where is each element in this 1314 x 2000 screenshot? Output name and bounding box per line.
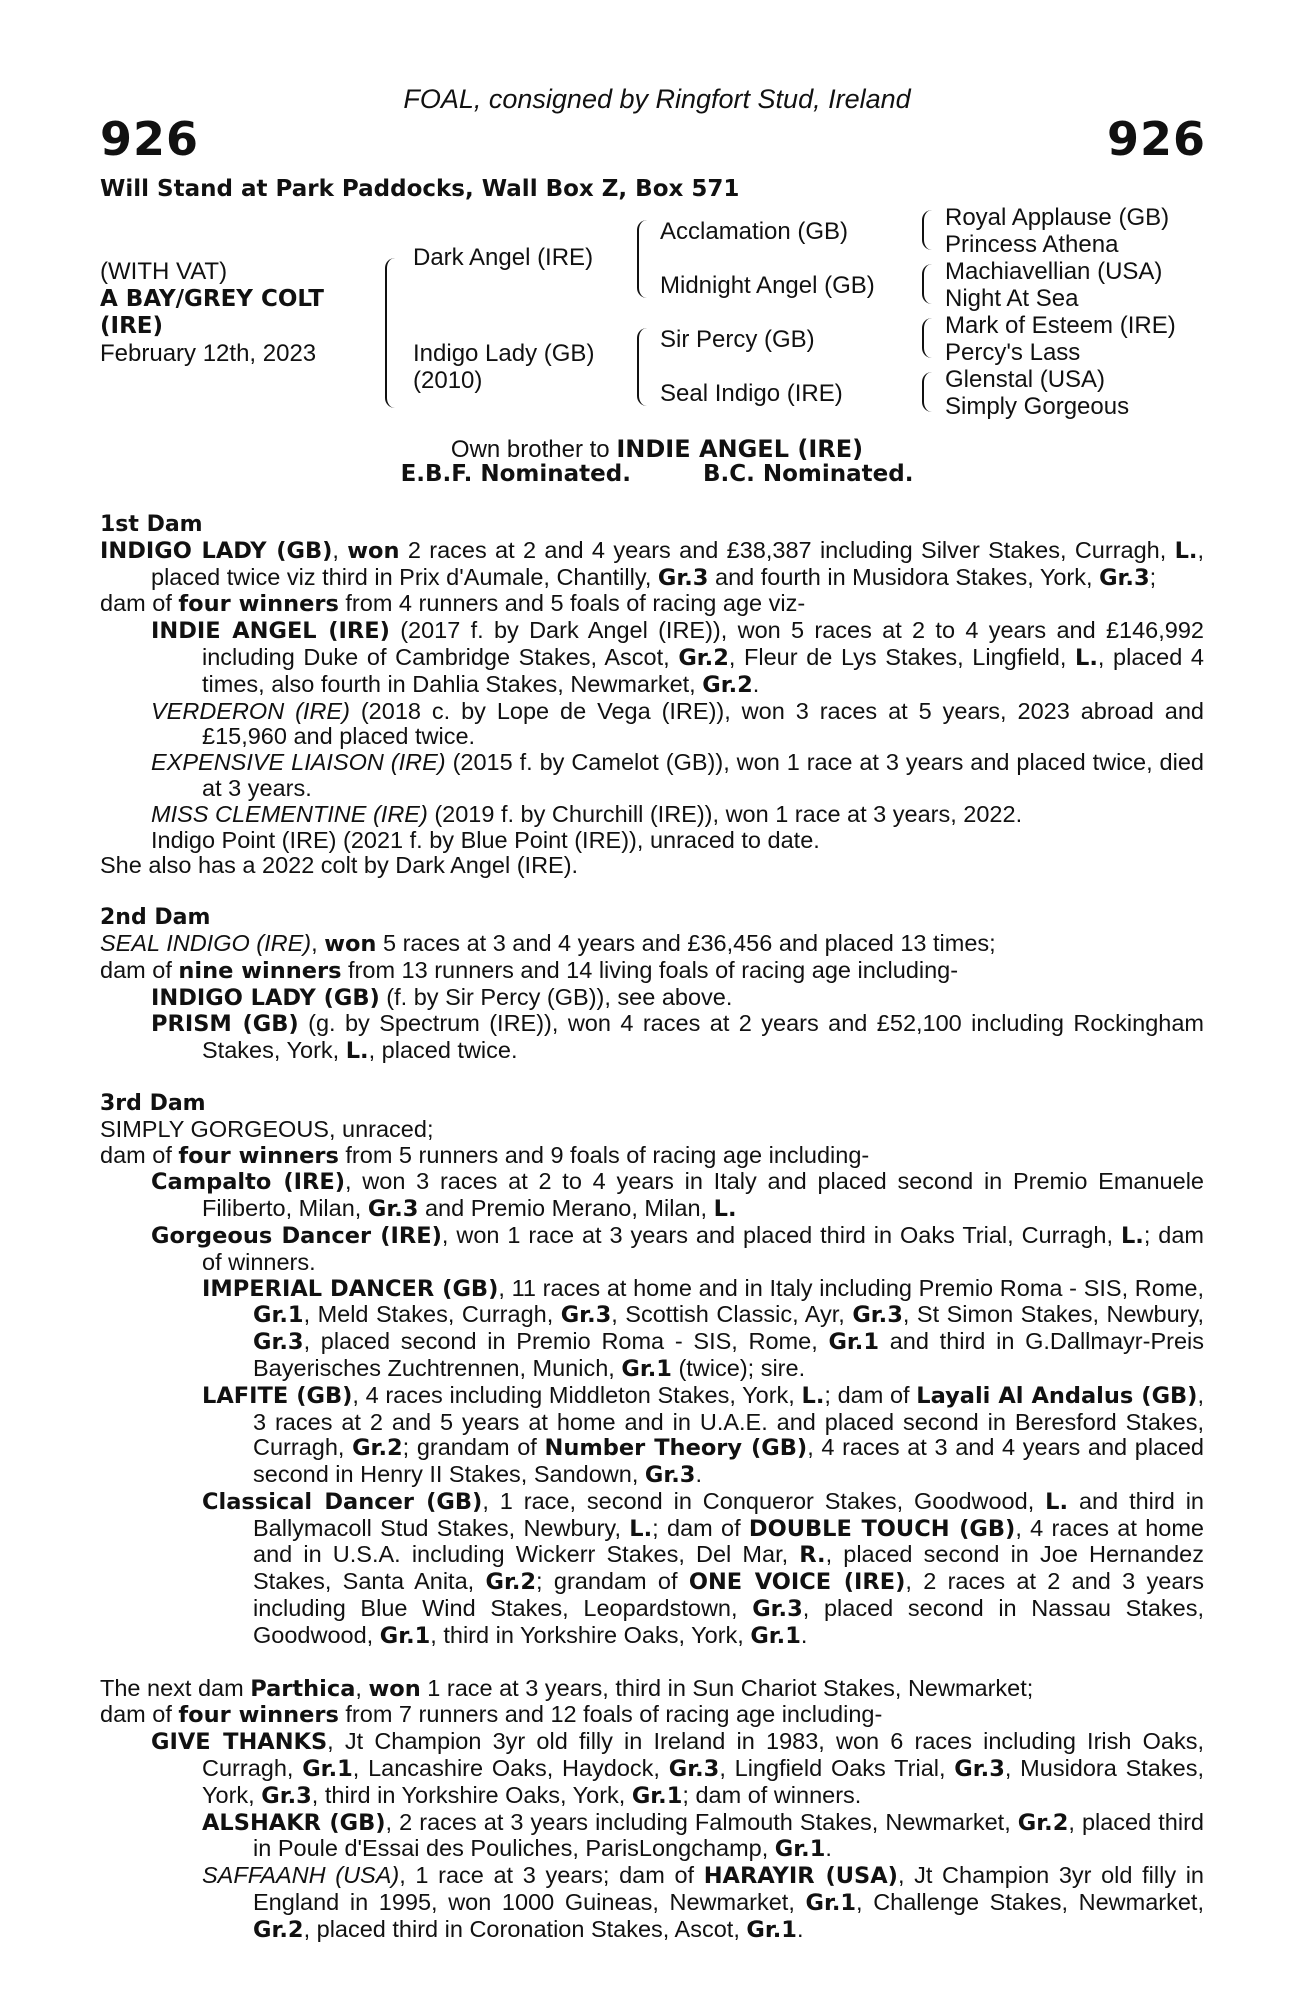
horse-name: SAFFAANH (USA) (202, 1862, 400, 1889)
pedigree-dam: Indigo Lady (GB) (413, 340, 595, 367)
produce-entry: SAFFAANH (USA), 1 race at 3 years; dam of HARAYIR (USA), Jt Champion 3yr old filly in England in 1995, won 1000 Guineas, Newmarket, Gr.1, Challenge Stakes, Newmarket, Gr.2, placed third in Coronation Stakes, Ascot, Gr.1. (202, 1862, 1205, 1943)
next-dam-summary: The next dam Parthica, won 1 race at 3 years, third in Sun Chariot Stakes, Newmarket; (100, 1674, 1034, 1702)
vat-note: (WITH VAT) (100, 258, 228, 285)
lot-number-left: 926 (100, 112, 200, 166)
pedigree-dam-sire: Sir Percy (GB) (660, 326, 815, 353)
horse-name: IMPERIAL DANCER (GB) (202, 1275, 499, 1302)
pedigree-brace (922, 264, 934, 304)
next-dam-produce-summary: dam of four winners from 7 runners and 12 foals of racing age including- (100, 1701, 883, 1729)
horse-name: ONE VOICE (IRE) (688, 1569, 906, 1596)
nominations (0, 461, 1314, 487)
pedigree-sire: Dark Angel (IRE) (413, 244, 594, 271)
horse-name: Layali Al Andalus (GB) (916, 1382, 1198, 1409)
horse-name: ALSHAKR (GB) (202, 1809, 386, 1836)
pedigree-sire-dam: Midnight Angel (GB) (660, 272, 875, 299)
pedigree-brace (922, 372, 934, 412)
horse-name: VERDERON (IRE) (151, 697, 350, 724)
horse-name: Parthica (250, 1675, 356, 1702)
horse-name: Gorgeous Dancer (IRE) (151, 1222, 442, 1249)
produce-entry: PRISM (GB) (g. by Spectrum (IRE)), won 4 races at 2 years and £52,100 including Rockingham Stakes, York, L., placed twice. (151, 1010, 1204, 1065)
own-brother-name: INDIE ANGEL (IRE) (616, 435, 864, 463)
pedigree-gen3-6: Percy's Lass (945, 339, 1081, 366)
third-dam-heading: 3rd Dam (100, 1090, 206, 1116)
horse-name: INDIGO LADY (GB) (100, 537, 333, 564)
pedigree-sire-sire: Acclamation (GB) (660, 218, 849, 245)
won-label: won (347, 537, 400, 564)
pedigree-brace (637, 328, 650, 406)
grade-label: Gr.3 (657, 564, 709, 591)
horse-name: DOUBLE TOUCH (GB) (748, 1515, 1016, 1542)
produce-entry: INDIGO LADY (GB) (f. by Sir Percy (GB)), see above. (151, 983, 733, 1011)
produce-entry: INDIE ANGEL (IRE) (2017 f. by Dark Angel (IRE)), won 5 races at 2 to 4 years and £146,992 including Duke of Cambridge Stakes, Ascot, Gr.2, Fleur de Lys Stakes, Lingfield, L., placed 4 times, also fourth in Dahlia Stakes, Newmarket, Gr.2. (151, 617, 1204, 698)
pedigree-brace (385, 258, 399, 408)
lot-number-right: 926 (1106, 112, 1206, 166)
pedigree-gen3-2: Princess Athena (945, 231, 1119, 258)
horse-name: MISS CLEMENTINE (IRE) (151, 800, 428, 827)
pedigree-gen3-7: Glenstal (USA) (945, 366, 1106, 393)
second-dam-heading: 2nd Dam (100, 905, 211, 931)
produce-entry: ALSHAKR (GB), 2 races at 3 years including Falmouth Stakes, Newmarket, Gr.2, placed third in Poule d'Essai des Pouliches, ParisLongchamp, Gr.1. (202, 1808, 1204, 1863)
first-dam-heading: 1st Dam (100, 512, 203, 537)
second-dam-summary: SEAL INDIGO (IRE), won 5 races at 3 and 4 years and £36,456 and placed 13 times; (100, 929, 996, 957)
produce-entry: GIVE THANKS, Jt Champion 3yr old filly in Ireland in 1983, won 6 races including Irish Oaks, Curragh, Gr.1, Lancashire Oaks, Haydock, Gr.3, Lingfield Oaks Trial, Gr.3, Musidora Stakes, York, Gr.3, third in Yorkshire Oaks, York, Gr.1; dam of winners. (151, 1728, 1204, 1809)
third-dam-summary: SIMPLY GORGEOUS, unraced; (100, 1115, 434, 1142)
pedigree-gen3-1: Royal Applause (GB) (945, 204, 1170, 231)
pedigree-dam-dam: Seal Indigo (IRE) (660, 380, 843, 407)
horse-name: LAFITE (GB) (202, 1382, 353, 1409)
produce-entry: EXPENSIVE LIAISON (IRE) (2015 f. by Camelot (GB)), won 1 race at 3 years and placed twice, died at 3 years. (151, 749, 1204, 801)
second-dam-produce-summary: dam of nine winners from 13 runners and 14 living foals of racing age including- (100, 956, 959, 984)
produce-entry: IMPERIAL DANCER (GB), 11 races at home and in Italy including Premio Roma - SIS, Rome, Gr.1, Meld Stakes, Curragh, Gr.3, Scottish Classic, Ayr, Gr.3, St Simon Stakes, Newbury, Gr.3, placed second in Premio Roma - SIS, Rome, Gr.1 and third in G.Dallmayr-Preis Bayerisches Zuchtrennen, Munich, Gr.1 (twice); sire. (202, 1274, 1205, 1382)
horse-name: Campalto (IRE) (151, 1169, 346, 1196)
horse-name: GIVE THANKS (151, 1729, 328, 1756)
listed-label: L. (1174, 537, 1198, 564)
pedigree-gen3-8: Simply Gorgeous (945, 393, 1130, 420)
produce-entry: Indigo Point (IRE) (2021 f. by Blue Point (IRE)), unraced to date. (151, 826, 820, 853)
foal-description-origin: (IRE) (100, 313, 164, 339)
produce-entry: Classical Dancer (GB), 1 race, second in Conqueror Stakes, Goodwood, L. and third in Ballymacoll Stud Stakes, Newbury, L.; dam of DOUBLE TOUCH (GB), 4 races at home and in U.S.A. including Wickerr Stakes, Del Mar, R., placed second in Joe Hernandez Stakes, Santa Anita, Gr.2; grandam of ONE VOICE (IRE), 2 races at 2 and 3 years including Blue Wind Stakes, Leopardstown, Gr.3, placed second in Nassau Stakes, Goodwood, Gr.1, third in Yorkshire Oaks, York, Gr.1. (202, 1487, 1204, 1649)
horse-name: PRISM (GB) (151, 1011, 299, 1038)
foal-dob: February 12th, 2023 (100, 340, 317, 367)
own-brother-prefix: Own brother to (450, 436, 617, 463)
produce-note: She also has a 2022 colt by Dark Angel (IRE). (100, 852, 579, 879)
produce-entry: MISS CLEMENTINE (IRE) (2019 f. by Churchill (IRE)), won 1 race at 3 years, 2022. (151, 800, 1023, 827)
pedigree-brace (922, 210, 934, 250)
horse-name: Classical Dancer (GB) (202, 1488, 483, 1515)
pedigree-gen3-5: Mark of Esteem (IRE) (945, 312, 1176, 339)
horse-name: INDIE ANGEL (IRE) (151, 618, 390, 645)
produce-entry: Campalto (IRE), won 3 races at 2 to 4 years in Italy and placed second in Premio Emanuele Filiberto, Milan, Gr.3 and Premio Merano, Milan, L. (151, 1168, 1204, 1223)
horse-name: HARAYIR (USA) (703, 1863, 898, 1890)
stand-location: Will Stand at Park Paddocks, Wall Box Z, Box 571 (100, 176, 740, 202)
grade-label: Gr.3 (1099, 564, 1150, 591)
own-brother-note (0, 435, 1314, 464)
pedigree-gen3-3: Machiavellian (USA) (945, 258, 1163, 285)
pedigree-dam-year: (2010) (413, 367, 483, 394)
foal-description: A BAY/GREY COLT (100, 286, 324, 312)
ebf-nominated: E.B.F. Nominated. (400, 461, 631, 487)
pedigree-brace (922, 318, 934, 358)
produce-entry: Gorgeous Dancer (IRE), won 1 race at 3 years and placed third in Oaks Trial, Curragh, L.; dam of winners. (151, 1221, 1204, 1275)
produce-entry: VERDERON (IRE) (2018 c. by Lope de Vega (IRE)), won 3 races at 5 years, 2023 abroad and £15,960 and placed twice. (151, 697, 1204, 750)
first-dam-summary: INDIGO LADY (GB), won 2 races at 2 and 4 years and £38,387 including Silver Stakes, Curragh, L., placed twice viz third in Prix d'Aumale, Chantilly, Gr.3 and fourth in Musidora Stakes, York, Gr.3; (100, 536, 1205, 591)
bc-nominated: B.C. Nominated. (702, 461, 914, 487)
first-dam-produce-summary: dam of four winners from 4 runners and 5 foals of racing age viz- (100, 590, 806, 618)
horse-name: EXPENSIVE LIAISON (IRE) (151, 749, 446, 776)
pedigree-gen3-4: Night At Sea (945, 285, 1079, 312)
catalogue-body (100, 512, 1204, 1944)
consignor-line: FOAL, consigned by Ringfort Stud, Ireland (403, 84, 911, 114)
pedigree-brace (637, 220, 650, 298)
produce-entry: LAFITE (GB), 4 races including Middleton Stakes, York, L.; dam of Layali Al Andalus (GB), 3 races at 2 and 5 years at home and in U.A.E. and placed second in Beresford Stakes, Curragh, Gr.2; grandam of Number Theory (GB), 4 races at 3 and 4 years and placed second in Henry II Stakes, Sandown, Gr.3. (202, 1381, 1205, 1489)
horse-name: Number Theory (GB) (544, 1435, 808, 1462)
horse-name: SEAL INDIGO (IRE) (100, 929, 312, 956)
third-dam-produce-summary: dam of four winners from 5 runners and 9 foals of racing age including- (100, 1141, 870, 1169)
horse-name: INDIGO LADY (GB) (151, 984, 380, 1011)
